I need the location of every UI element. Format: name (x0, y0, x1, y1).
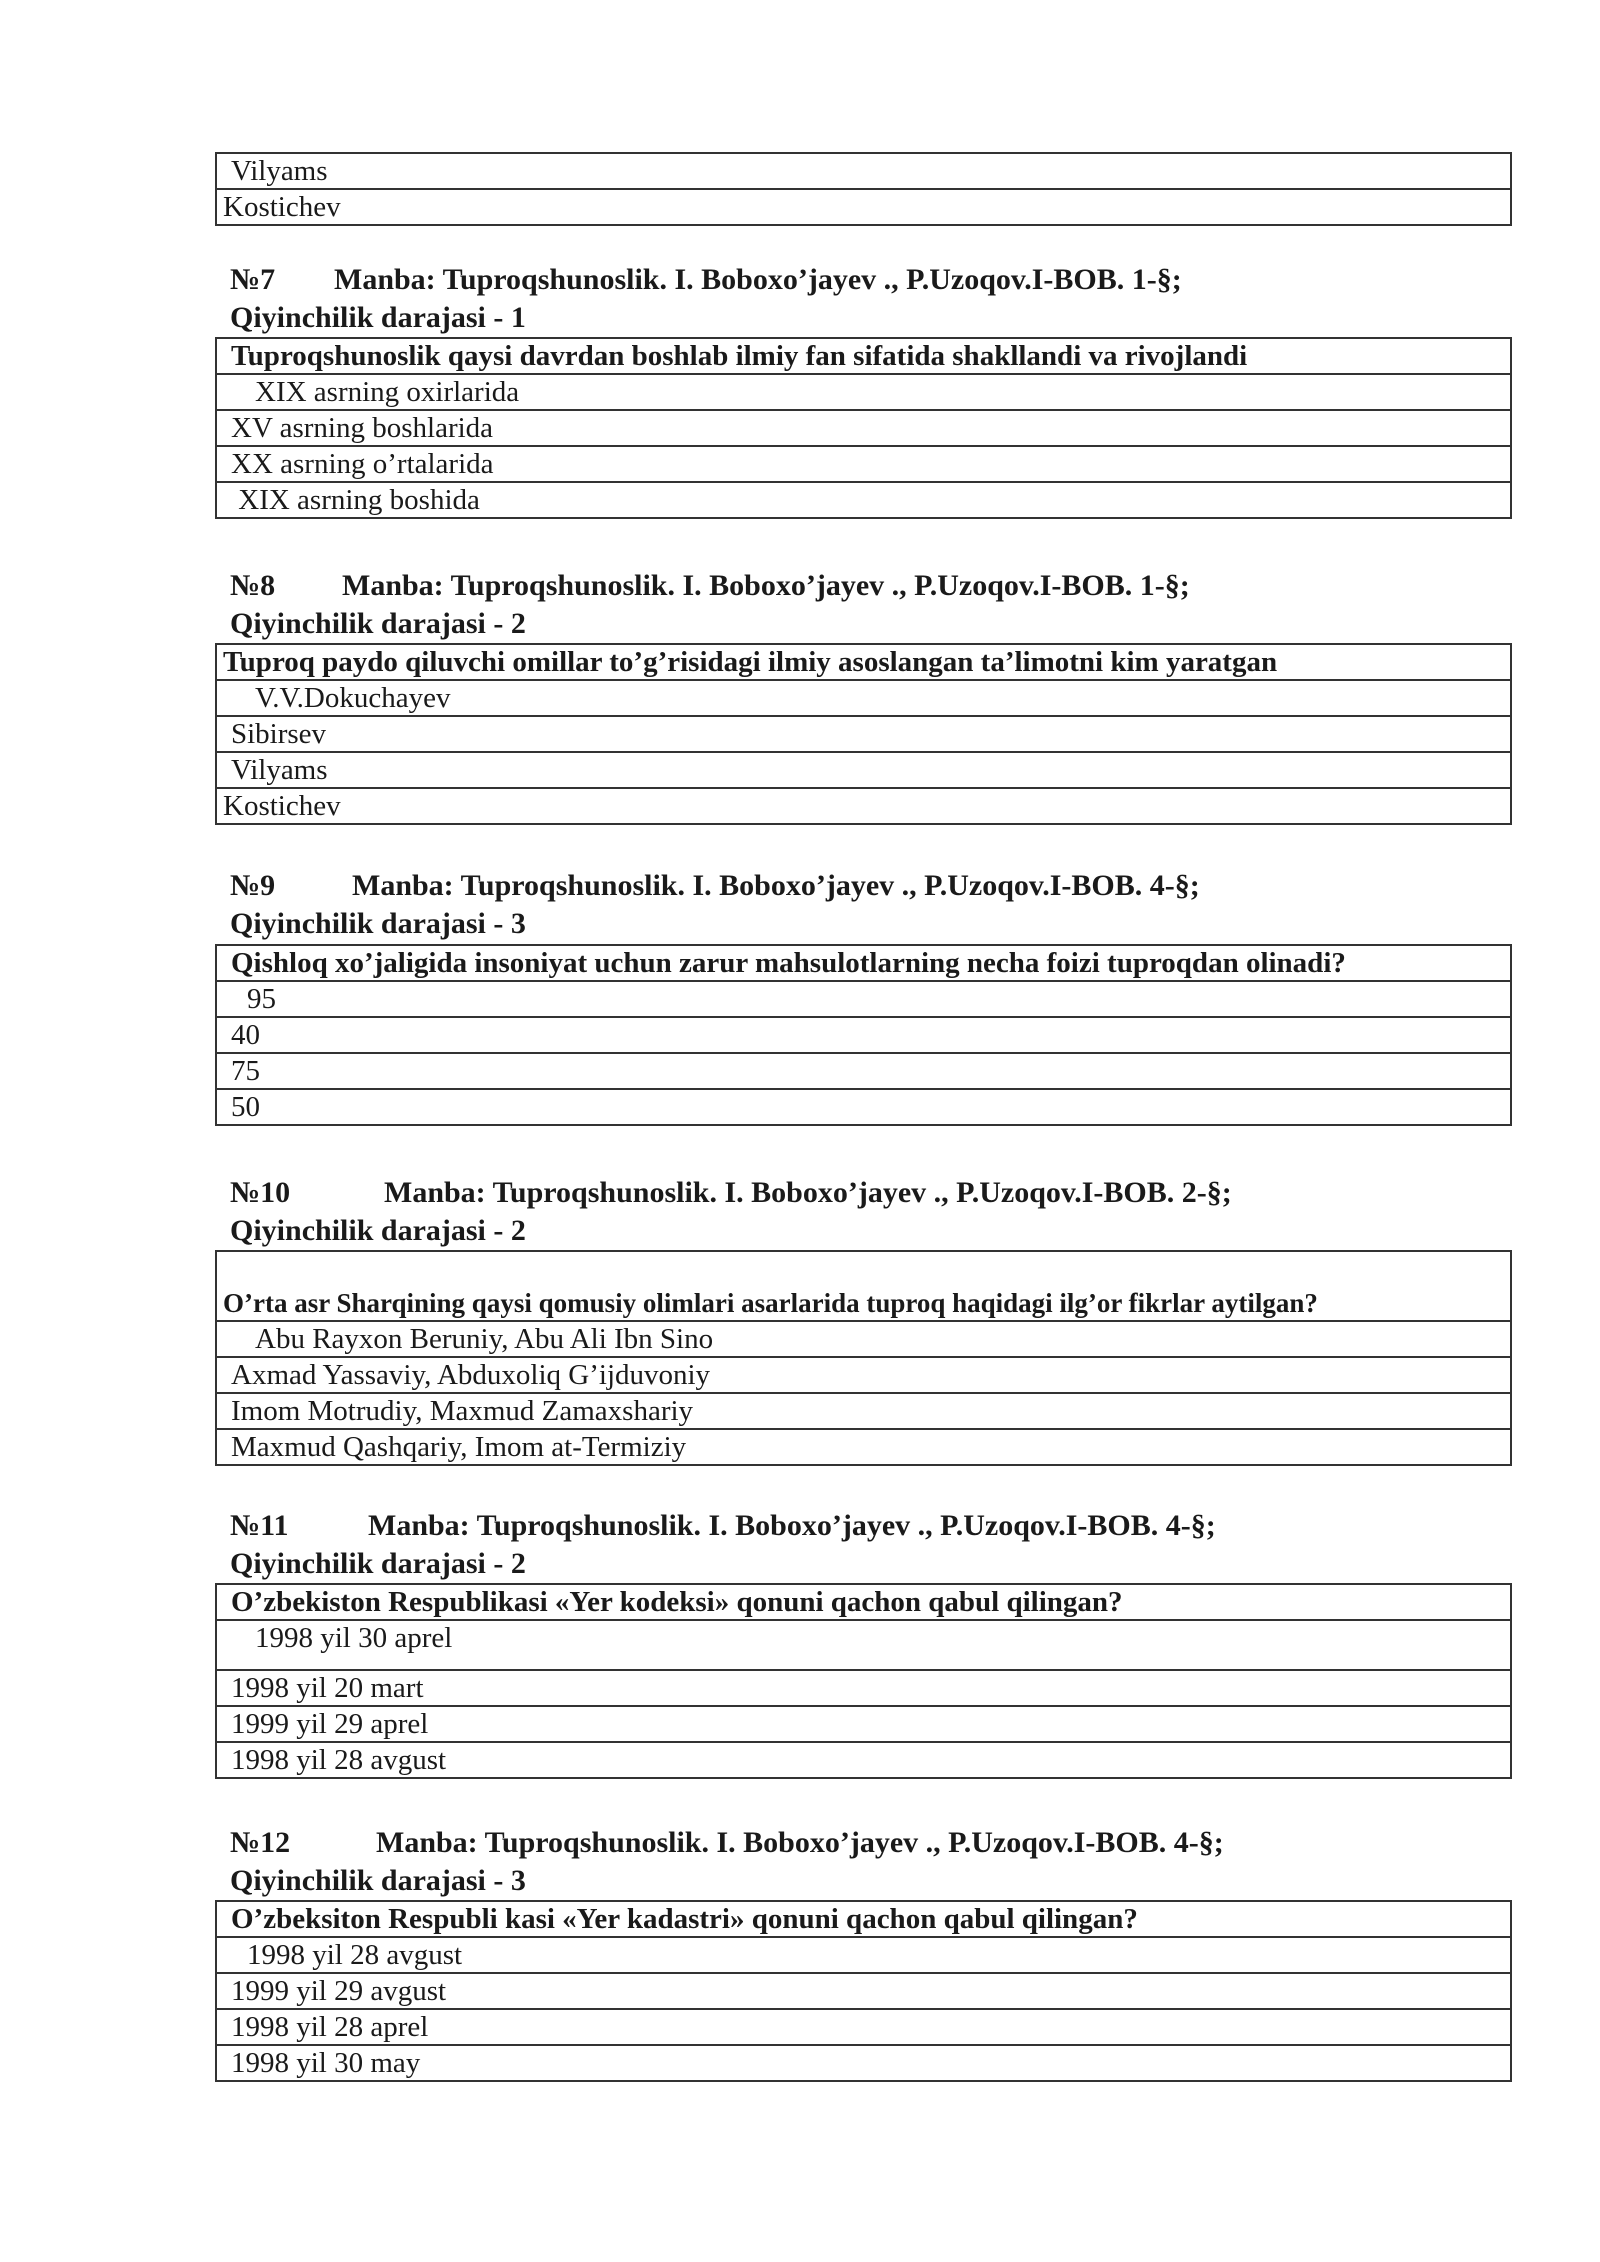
difficulty-level: Qiyinchilik darajasi - 2 (230, 607, 526, 640)
question-text: O’rta asr Sharqining qaysi qomusiy olimlari asarlarida tuproq haqidagi ilg’or fikrlar aytilgan? (216, 1251, 1511, 1321)
option-cell: Sibirsev (216, 716, 1511, 752)
question-text: O’zbeksiton Respubli kasi «Yer kadastri» qonuni qachon qabul qilingan? (216, 1901, 1511, 1937)
question-header (230, 262, 1182, 298)
question-header (230, 1508, 1216, 1544)
option-cell: 1999 yil 29 avgust (216, 1973, 1511, 2009)
question-table (215, 337, 1512, 519)
question-table (215, 1583, 1512, 1779)
question-source: Manba: Tuproqshunoslik. I. Boboxo’jayev ., P.Uzoqov.I-BOB. 1-§; (342, 569, 1190, 602)
option-cell: XIX asrning oxirlarida (216, 374, 1511, 410)
question-number: №7 (230, 263, 276, 296)
answer-table-continued (215, 152, 1512, 226)
difficulty-level: Qiyinchilik darajasi - 2 (230, 1214, 526, 1247)
option-cell: Vilyams (216, 752, 1511, 788)
question-table (215, 1250, 1512, 1466)
question-number: №11 (230, 1509, 289, 1542)
option-cell: XIX asrning boshida (216, 482, 1511, 518)
question-text: Tuproqshunoslik qaysi davrdan boshlab ilmiy fan sifatida shakllandi va rivojlandi (216, 338, 1511, 374)
question-source: Manba: Tuproqshunoslik. I. Boboxo’jayev ., P.Uzoqov.I-BOB. 4-§; (368, 1509, 1216, 1542)
question-source: Manba: Tuproqshunoslik. I. Boboxo’jayev ., P.Uzoqov.I-BOB. 1-§; (334, 263, 1182, 296)
option-cell: 40 (216, 1017, 1511, 1053)
question-table (215, 1900, 1512, 2082)
question-text: Qishloq xo’jaligida insoniyat uchun zarur mahsulotlarning necha foizi tuproqdan olinadi? (216, 945, 1511, 981)
option-cell: Vilyams (216, 153, 1511, 189)
option-cell: 1998 yil 30 aprel (216, 1620, 1511, 1670)
option-cell: 75 (216, 1053, 1511, 1089)
option-cell: Kostichev (216, 788, 1511, 824)
question-source: Manba: Tuproqshunoslik. I. Boboxo’jayev ., P.Uzoqov.I-BOB. 4-§; (352, 869, 1200, 902)
option-cell: 1998 yil 30 may (216, 2045, 1511, 2081)
question-number: №9 (230, 869, 276, 902)
option-cell: V.V.Dokuchayev (216, 680, 1511, 716)
option-cell: XX asrning o’rtalarida (216, 446, 1511, 482)
question-header (230, 868, 1200, 904)
question-header (230, 1825, 1224, 1861)
option-cell: 1998 yil 28 avgust (216, 1742, 1511, 1778)
option-cell: 1998 yil 28 avgust (216, 1937, 1511, 1973)
question-text: O’zbekiston Respublikasi «Yer kodeksi» qonuni qachon qabul qilingan? (216, 1584, 1511, 1620)
option-cell: Abu Rayxon Beruniy, Abu Ali Ibn Sino (216, 1321, 1511, 1357)
question-header (230, 1175, 1232, 1211)
difficulty-level: Qiyinchilik darajasi - 3 (230, 907, 526, 940)
option-cell: Maxmud Qashqariy, Imom at-Termiziy (216, 1429, 1511, 1465)
question-number: №8 (230, 569, 276, 602)
option-cell: 95 (216, 981, 1511, 1017)
option-cell: 50 (216, 1089, 1511, 1125)
question-number: №10 (230, 1176, 291, 1209)
question-table (215, 944, 1512, 1126)
option-cell: Axmad Yassaviy, Abduxoliq G’ijduvoniy (216, 1357, 1511, 1393)
option-cell: 1998 yil 28 aprel (216, 2009, 1511, 2045)
difficulty-level: Qiyinchilik darajasi - 1 (230, 301, 526, 334)
option-cell: 1998 yil 20 mart (216, 1670, 1511, 1706)
option-cell: Kostichev (216, 189, 1511, 225)
option-cell: Imom Motrudiy, Maxmud Zamaxshariy (216, 1393, 1511, 1429)
question-table (215, 643, 1512, 825)
question-text: Tuproq paydo qiluvchi omillar to’g’risidagi ilmiy asoslangan ta’limotni kim yaratgan (216, 644, 1511, 680)
option-cell: XV asrning boshlarida (216, 410, 1511, 446)
question-source: Manba: Tuproqshunoslik. I. Boboxo’jayev ., P.Uzoqov.I-BOB. 4-§; (376, 1826, 1224, 1859)
option-cell: 1999 yil 29 aprel (216, 1706, 1511, 1742)
question-source: Manba: Tuproqshunoslik. I. Boboxo’jayev ., P.Uzoqov.I-BOB. 2-§; (384, 1176, 1232, 1209)
question-number: №12 (230, 1826, 291, 1859)
difficulty-level: Qiyinchilik darajasi - 3 (230, 1864, 526, 1897)
difficulty-level: Qiyinchilik darajasi - 2 (230, 1547, 526, 1580)
question-header (230, 568, 1190, 604)
